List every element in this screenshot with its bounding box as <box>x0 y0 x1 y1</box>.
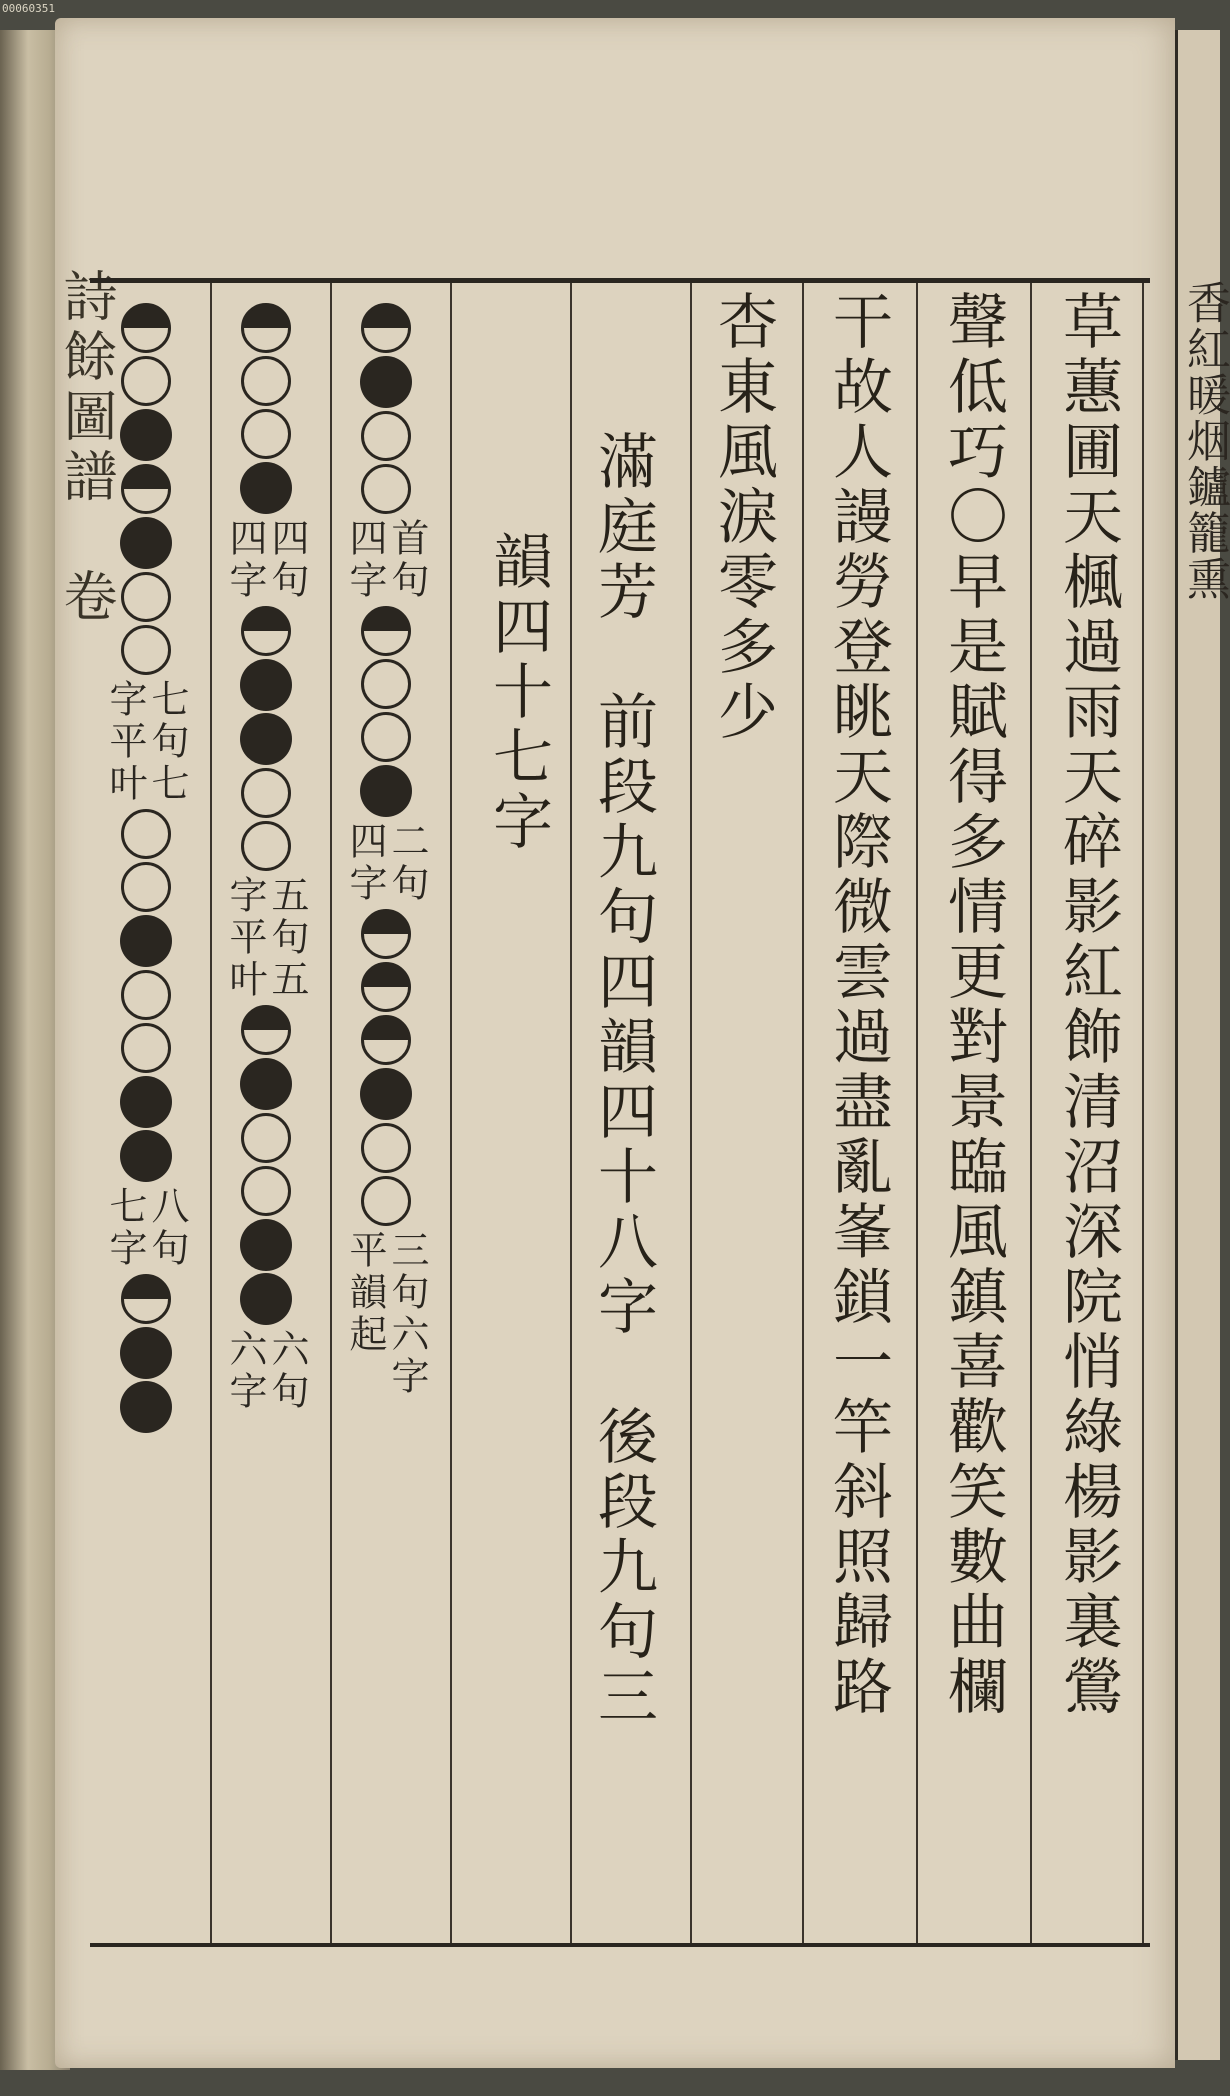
next-page-text: 香紅暖烟鑪籠熏 <box>1179 280 1230 602</box>
text-column-1: 草蕙圃天楓過雨天碎影紅飾清沼深院悄綠楊影裏鶯 <box>1053 290 1123 1720</box>
empty-circle-mark <box>361 1176 411 1226</box>
note: 四字 <box>343 518 387 602</box>
empty-circle-mark <box>121 1023 171 1073</box>
half-circle-mark <box>361 909 411 959</box>
empty-circle-mark <box>241 1166 291 1216</box>
note: 七句七 <box>145 679 189 805</box>
empty-circle-mark <box>361 712 411 762</box>
empty-circle-mark <box>361 659 411 709</box>
full-circle-mark <box>240 462 292 514</box>
empty-circle-mark <box>361 1123 411 1173</box>
half-circle-mark <box>241 606 291 656</box>
rule-line <box>330 283 332 1943</box>
text-column-3: 干故人謾勞登眺天際微雲過盡亂峯鎖一竿斜照歸路 <box>823 290 893 1720</box>
note: 三句六字 <box>385 1230 429 1398</box>
note: 七字 <box>103 1186 147 1270</box>
empty-circle-mark <box>361 411 411 461</box>
full-circle-mark <box>240 713 292 765</box>
note: 六句 <box>265 1329 309 1413</box>
empty-circle-mark <box>241 821 291 871</box>
full-circle-mark <box>120 1381 172 1433</box>
pattern-column-2 <box>223 300 309 1417</box>
rule-line <box>916 283 918 1943</box>
full-circle-mark <box>240 1058 292 1110</box>
rule-line <box>450 283 452 1943</box>
note: 首句 <box>385 518 429 602</box>
half-circle-mark <box>361 606 411 656</box>
full-circle-mark <box>120 1327 172 1379</box>
empty-circle-mark <box>241 356 291 406</box>
empty-circle-mark <box>241 768 291 818</box>
full-circle-mark <box>120 517 172 569</box>
full-circle-mark <box>360 1068 412 1120</box>
empty-circle-mark <box>361 464 411 514</box>
empty-circle-mark <box>121 809 171 859</box>
rule-line <box>210 283 212 1943</box>
note: 字平叶 <box>223 875 267 1001</box>
next-page-strip <box>1175 30 1230 2060</box>
full-circle-mark <box>240 1219 292 1271</box>
note: 二句 <box>385 821 429 905</box>
rule-line <box>1030 283 1032 1943</box>
half-circle-mark <box>241 1005 291 1055</box>
note: 四句 <box>265 518 309 602</box>
text-column-5: 滿庭芳 前段九句四韻四十八字 後段九句三 <box>588 430 658 1730</box>
note: 四字 <box>343 821 387 905</box>
half-circle-mark <box>121 1274 171 1324</box>
empty-circle-mark <box>121 625 171 675</box>
half-circle-mark <box>361 303 411 353</box>
empty-circle-mark <box>241 409 291 459</box>
half-circle-mark <box>241 303 291 353</box>
note: 六字 <box>223 1329 267 1413</box>
full-circle-mark <box>360 356 412 408</box>
rule-line <box>690 283 692 1943</box>
scan-id: 00060351 <box>2 2 55 15</box>
note: 五句五 <box>265 875 309 1001</box>
half-circle-mark <box>121 303 171 353</box>
empty-circle-mark <box>121 356 171 406</box>
rule-line <box>570 283 572 1943</box>
note: 字平叶 <box>103 679 147 805</box>
empty-circle-mark <box>241 1113 291 1163</box>
full-circle-mark <box>120 409 172 461</box>
empty-circle-mark <box>121 862 171 912</box>
note: 四字 <box>223 518 267 602</box>
pattern-column-1 <box>343 300 429 1402</box>
full-circle-mark <box>120 1130 172 1182</box>
rule-line <box>1142 283 1144 1943</box>
half-circle-mark <box>361 962 411 1012</box>
text-column-4: 杏東風淚零多少 <box>708 290 778 745</box>
rule-line <box>802 283 804 1943</box>
empty-circle-mark <box>121 970 171 1020</box>
pattern-column-3 <box>103 300 189 1435</box>
full-circle-mark <box>240 1273 292 1325</box>
half-circle-mark <box>361 1015 411 1065</box>
empty-circle-mark <box>121 572 171 622</box>
note: 八句 <box>145 1186 189 1270</box>
gutter-title: 詩餘圖譜 卷 <box>55 268 118 628</box>
note: 平韻起 <box>343 1230 387 1356</box>
half-circle-mark <box>121 464 171 514</box>
text-column-2: 聲低巧〇早是賦得多情更對景臨風鎮喜歡笑數曲欄 <box>938 290 1008 1720</box>
text-column-6: 韻四十七字 <box>483 530 553 855</box>
full-circle-mark <box>360 765 412 817</box>
full-circle-mark <box>120 915 172 967</box>
full-circle-mark <box>120 1076 172 1128</box>
full-circle-mark <box>240 659 292 711</box>
